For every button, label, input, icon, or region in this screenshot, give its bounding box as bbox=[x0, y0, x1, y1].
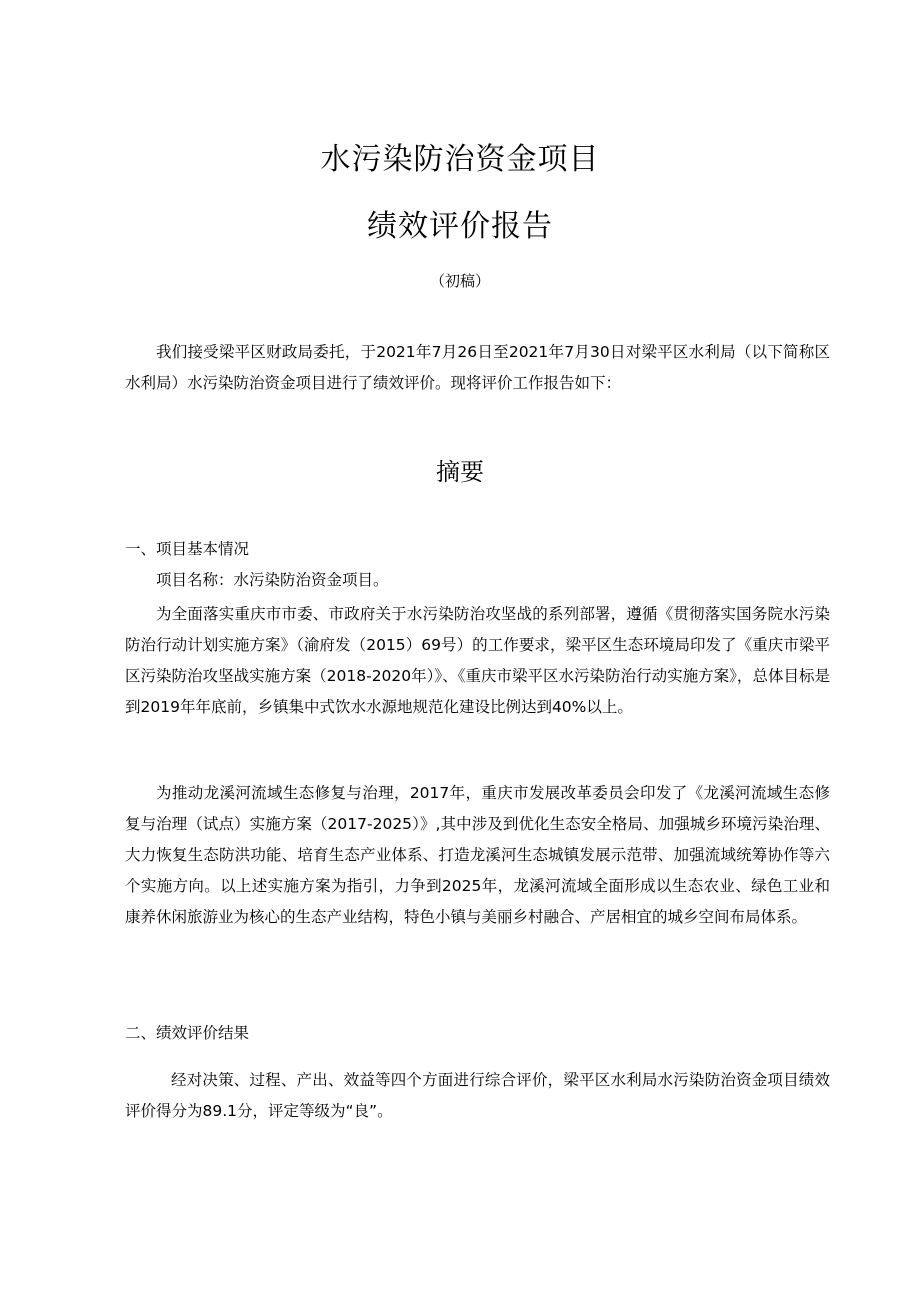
background-paragraph-1: 为全面落实重庆市市委、市政府关于水污染防治攻坚战的系列部署，遵循《贯彻落实国务院水污染防治行动计划实施方案》（渝府发（2015）69号）的工作要求，梁平区生态环境局印发了《重庆市梁平区污染防治攻坚战实施方案（2018-2020年）》、《重庆市梁平区水污染防治行动实施方案》，总体目标是到2019年年底前，乡镇集中式饮水水源地规范化建设比例达到40%以上。 bbox=[125, 605, 830, 716]
report-title-line2: 绩效评价报告 bbox=[367, 209, 553, 244]
draft-label: （初稿） bbox=[429, 272, 490, 290]
background-paragraph-2: 为推动龙溪河流域生态修复与治理，2017年，重庆市发展改革委员会印发了《龙溪河流域生态修复与治理（试点）实施方案（2017-2025）》,其中涉及到优化生态安全格局、加强城乡环境污染治理、大力恢复生态防洪功能、培育生态产业体系、打造龙溪河生态城镇发展示范带、加强流域统筹协作等六个实施方向。以上述实施方案为指引，力争到2025年，龙溪河流域全面形成以生态农业、绿色工业和康养休闲旅游业为核心的生态产业结构，特色小镇与美丽乡村融合、产居相宜的城乡空间布局体系。 bbox=[125, 784, 830, 926]
intro-paragraph: 我们接受梁平区财政局委托，于2021年7月26日至2021年7月30日对梁平区水利局（以下简称区水利局）水污染防治资金项目进行了绩效评价。现将评价工作报告如下： bbox=[125, 343, 830, 392]
project-name-line: 项目名称：水污染防治资金项目。 bbox=[156, 571, 389, 589]
evaluation-result-paragraph: 经对决策、过程、产出、效益等四个方面进行综合评价，梁平区水利局水污染防治资金项目绩效评价得分为89.1分，评定等级为“良”。 bbox=[125, 1071, 830, 1120]
section1-heading: 一、项目基本情况 bbox=[125, 540, 250, 558]
report-title-line1: 水污染防治资金项目 bbox=[320, 142, 600, 177]
summary-heading: 摘要 bbox=[436, 458, 484, 486]
section2-heading: 二、绩效评价结果 bbox=[125, 1024, 250, 1042]
